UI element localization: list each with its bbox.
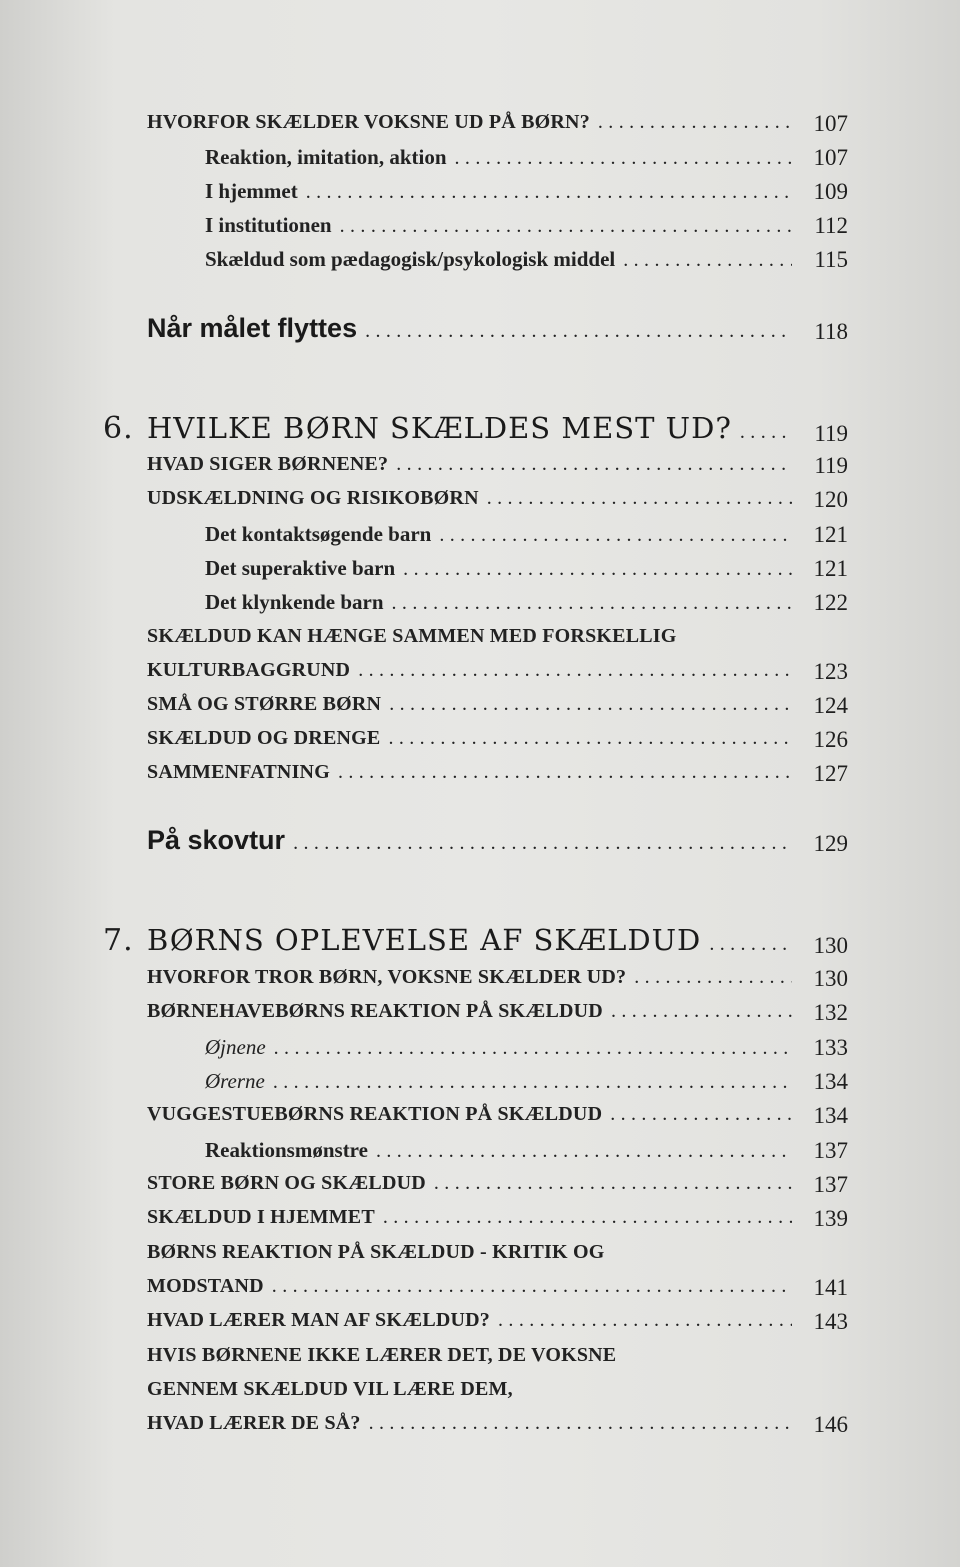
toc-entry [0, 625, 960, 659]
toc-entry-title: Det superaktive barn [205, 556, 396, 580]
chapter-number: 7. [103, 923, 134, 958]
dot-leader [455, 147, 792, 170]
toc-entry [0, 1172, 960, 1206]
toc-entry-title: HVORFOR SKÆLDER VOKSNE UD PÅ BØRN? [147, 111, 590, 133]
dot-leader [610, 1103, 792, 1126]
page-number: 137 [813, 1138, 848, 1163]
toc-entry-title: Reaktion, imitation, aktion [205, 145, 447, 169]
toc-entry [0, 825, 960, 859]
toc-entry-title: HVAD LÆRER MAN AF SKÆLDUD? [147, 1309, 491, 1331]
toc-entry-title: HVAD LÆRER DE SÅ? [147, 1412, 361, 1434]
page-number: 115 [814, 247, 848, 272]
dot-leader [598, 111, 792, 134]
toc-entry-title: SKÆLDUD KAN HÆNGE SAMMEN MED FORSKELLIG [147, 625, 677, 647]
toc-entry [0, 1241, 960, 1275]
page-number: 109 [813, 179, 848, 204]
toc-entry-title: BØRNEHAVEBØRNS REAKTION PÅ SKÆLDUD [147, 1000, 603, 1022]
dot-leader [365, 320, 792, 343]
toc-entry [0, 1275, 960, 1309]
dot-leader [274, 1037, 792, 1060]
dot-leader [487, 487, 792, 510]
toc-entry [0, 213, 960, 247]
page-number: 119 [814, 453, 848, 478]
page-number: 124 [813, 693, 848, 718]
toc-entry [0, 923, 960, 961]
toc-entry [0, 1069, 960, 1103]
dot-leader [388, 727, 792, 750]
dot-leader [358, 659, 792, 682]
page-number: 119 [814, 421, 848, 446]
page-number: 127 [813, 761, 848, 786]
toc-entry [0, 693, 960, 727]
toc-entry [0, 761, 960, 795]
page-number: 121 [813, 522, 848, 547]
toc-entry-title: I hjemmet [205, 179, 298, 203]
dot-leader [392, 592, 792, 615]
page-number: 123 [813, 659, 848, 684]
page-number: 141 [813, 1275, 848, 1300]
toc-entry [0, 1344, 960, 1378]
toc-entry-title: SKÆLDUD I HJEMMET [147, 1206, 375, 1228]
toc-entry-title: GENNEM SKÆLDUD VIL LÆRE DEM, [147, 1378, 513, 1400]
dot-leader [338, 761, 792, 784]
toc-entry [0, 1138, 960, 1172]
page-number: 139 [813, 1206, 848, 1231]
toc-entry [0, 111, 960, 145]
dot-leader [498, 1309, 792, 1332]
dot-leader [439, 524, 792, 547]
toc-entry [0, 179, 960, 213]
page-number: 122 [813, 590, 848, 615]
toc-entry-title: Ørerne [205, 1069, 265, 1093]
page-number: 134 [813, 1069, 848, 1094]
chapter-number: 6. [103, 411, 134, 446]
toc-entry-title: HVILKE BØRN SKÆLDES MEST UD? [147, 411, 732, 445]
toc-entry [0, 522, 960, 556]
toc-entry-title: Det klynkende barn [205, 590, 384, 614]
dot-leader [623, 249, 792, 272]
dot-leader [389, 693, 792, 716]
toc-entry-title: SMÅ OG STØRRE BØRN [147, 693, 382, 715]
page-number: 146 [813, 1412, 848, 1437]
toc-entry-title: Skældud som pædagogisk/psykologisk middel [205, 247, 616, 271]
toc-entry-title: HVAD SIGER BØRNENE? [147, 453, 389, 475]
page-number: 130 [813, 933, 848, 958]
toc-entry [0, 1412, 960, 1446]
toc-entry-title: STORE BØRN OG SKÆLDUD [147, 1172, 426, 1194]
page-number: 134 [813, 1103, 848, 1128]
page-number: 130 [813, 966, 848, 991]
dot-leader [434, 1172, 792, 1195]
toc-entry-title: MODSTAND [147, 1275, 264, 1297]
toc-entry-title: SKÆLDUD OG DRENGE [147, 727, 381, 749]
toc-entry [0, 1000, 960, 1034]
toc-entry-title: HVORFOR TROR BØRN, VOKSNE SKÆLDER UD? [147, 966, 627, 988]
toc-entry-title: KULTURBAGGRUND [147, 659, 351, 681]
dot-leader [272, 1275, 792, 1298]
toc-entry-title: HVIS BØRNENE IKKE LÆRER DET, DE VOKSNE [147, 1344, 617, 1366]
toc-entry-title: På skovtur [147, 825, 286, 855]
dot-leader [293, 832, 792, 855]
page-number: 120 [813, 487, 848, 512]
dot-leader [273, 1071, 792, 1094]
page-number: 121 [813, 556, 848, 581]
toc-entry [0, 411, 960, 449]
toc-entry-title: UDSKÆLDNING OG RISIKOBØRN [147, 487, 479, 509]
toc-entry [0, 1309, 960, 1343]
toc-entry [0, 487, 960, 521]
toc-entry-title: VUGGESTUEBØRNS REAKTION PÅ SKÆLDUD [147, 1103, 603, 1125]
toc-entry [0, 966, 960, 1000]
toc-entry [0, 556, 960, 590]
toc-entry-title: BØRNS REAKTION PÅ SKÆLDUD - KRITIK OG [147, 1241, 605, 1263]
toc-entry-title: BØRNS OPLEVELSE AF SKÆLDUD [147, 923, 702, 957]
dot-leader [376, 1140, 792, 1163]
page-number: 112 [814, 213, 848, 238]
dot-leader [403, 558, 792, 581]
toc-entry-title: Når målet flyttes [147, 313, 358, 343]
toc-entry [0, 145, 960, 179]
page-number: 129 [813, 831, 848, 856]
dot-leader [740, 421, 792, 444]
toc-entry [0, 1103, 960, 1137]
dot-leader [306, 181, 792, 204]
dot-leader [611, 1000, 792, 1023]
toc-entry-title: SAMMENFATNING [147, 761, 330, 783]
toc-entry-title: I institutionen [205, 213, 332, 237]
toc-entry [0, 313, 960, 347]
toc-entry [0, 1378, 960, 1412]
page-number: 132 [813, 1000, 848, 1025]
dot-leader [634, 966, 792, 989]
page-number: 133 [813, 1035, 848, 1060]
toc-entry [0, 1035, 960, 1069]
dot-leader [396, 453, 792, 476]
toc-entry [0, 1206, 960, 1240]
page-number: 137 [813, 1172, 848, 1197]
toc-entry [0, 727, 960, 761]
toc-entry [0, 247, 960, 281]
toc-entry [0, 590, 960, 624]
dot-leader [340, 215, 792, 238]
toc-entry-title: Reaktionsmønstre [205, 1138, 368, 1162]
dot-leader [383, 1206, 792, 1229]
toc-entry [0, 453, 960, 487]
toc-entry [0, 659, 960, 693]
dot-leader [369, 1412, 792, 1435]
page-number: 118 [814, 319, 848, 344]
toc-entry-title: Øjnene [205, 1035, 266, 1059]
page-number: 126 [813, 727, 848, 752]
page-number: 107 [813, 111, 848, 136]
page-number: 143 [813, 1309, 848, 1334]
toc-entry-title: Det kontaktsøgende barn [205, 522, 432, 546]
dot-leader [709, 933, 792, 956]
page-number: 107 [813, 145, 848, 170]
